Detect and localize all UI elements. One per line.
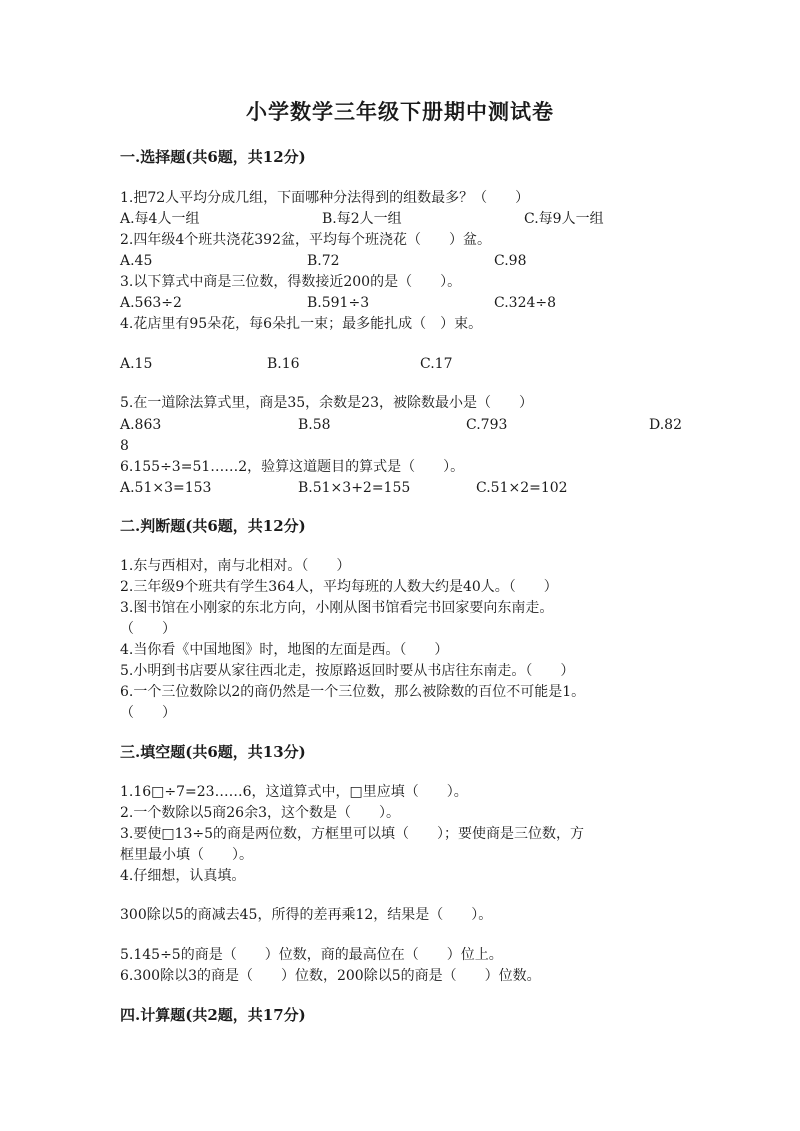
option-a: A.51×3=153 (120, 480, 212, 496)
option-c: C.324÷8 (494, 295, 557, 311)
option-c: C.51×2=102 (476, 480, 568, 496)
question-text: 6.一个三位数除以2的商仍然是一个三位数，那么被除数的百位不可能是1。 (120, 684, 586, 700)
question-text: 5.在一道除法算式里，商是35，余数是23，被除数最小是（ ） (120, 395, 533, 411)
option-a: A.每4人一组 (120, 211, 200, 227)
question-text: 4.花店里有95朵花，每6朵扎一束；最多能扎成（ ）束。 (120, 316, 483, 332)
answer-blank: （ ） (120, 705, 176, 721)
question-text: 4.当你看《中国地图》时，地图的左面是西。（ ） (120, 642, 449, 658)
question-text: 2.三年级9个班共有学生364人，平均每班的人数大约是40人。（ ） (120, 579, 558, 595)
question-text: 3.以下算式中商是三位数，得数接近200的是（ ）。 (120, 274, 462, 290)
option-d-wrap: 8 (120, 438, 129, 454)
option-c: C.17 (420, 356, 453, 372)
page-title: 小学数学三年级下册期中测试卷 (246, 99, 554, 124)
answer-blank: （ ） (120, 621, 176, 637)
section-heading-judge: 二.判断题(共6题，共12分) (120, 517, 306, 535)
question-text: 3.图书馆在小刚家的东北方向，小刚从图书馆看完书回家要向东南走。 (120, 600, 554, 616)
question-text: 1.东与西相对，南与北相对。（ ） (120, 558, 351, 574)
option-d: D.82 (649, 417, 682, 433)
question-text: 6.155÷3=51……2，验算这道题目的算式是（ ）。 (120, 459, 465, 475)
option-b: B.58 (298, 417, 331, 433)
option-a: A.45 (120, 253, 153, 269)
option-b: B.591÷3 (307, 295, 370, 311)
question-text: 6.300除以3的商是（ ）位数，200除以5的商是（ ）位数。 (120, 968, 541, 984)
section-heading-choice: 一.选择题(共6题，共12分) (120, 148, 306, 166)
question-text: 框里最小填（ ）。 (120, 847, 253, 863)
question-text: 5.小明到书店要从家往西北走，按原路返回时要从书店往东南走。（ ） (120, 663, 575, 679)
option-b: B.16 (267, 356, 300, 372)
question-text: 4.仔细想，认真填。 (120, 868, 246, 884)
option-b: B.72 (307, 253, 340, 269)
option-a: A.563÷2 (120, 295, 182, 311)
question-text: 300除以5的商减去45，所得的差再乘12，结果是（ ）。 (120, 907, 493, 923)
section-heading-fill: 三.填空题(共6题，共13分) (120, 743, 306, 761)
option-c: C.98 (494, 253, 527, 269)
question-text: 5.145÷5的商是（ ）位数，商的最高位在（ ）位上。 (120, 947, 503, 963)
option-c: C.每9人一组 (524, 211, 604, 227)
option-a: A.15 (120, 356, 153, 372)
option-a: A.863 (120, 417, 162, 433)
section-heading-calc: 四.计算题(共2题，共17分) (120, 1006, 306, 1024)
question-text: 1.把72人平均分成几组，下面哪种分法得到的组数最多？（ ） (120, 190, 530, 206)
question-text: 3.要使□13÷5的商是两位数，方框里可以填（ ）；要使商是三位数，方 (120, 826, 585, 842)
question-text: 2.一个数除以5商26余3，这个数是（ ）。 (120, 805, 400, 821)
question-text: 2.四年级4个班共浇花392盆，平均每个班浇花（ ）盆。 (120, 232, 491, 248)
option-b: B.51×3+2=155 (298, 480, 411, 496)
option-b: B.每2人一组 (322, 211, 402, 227)
question-text: 1.16□÷7=23……6，这道算式中，□里应填（ ）。 (120, 784, 468, 800)
option-c: C.793 (466, 417, 508, 433)
